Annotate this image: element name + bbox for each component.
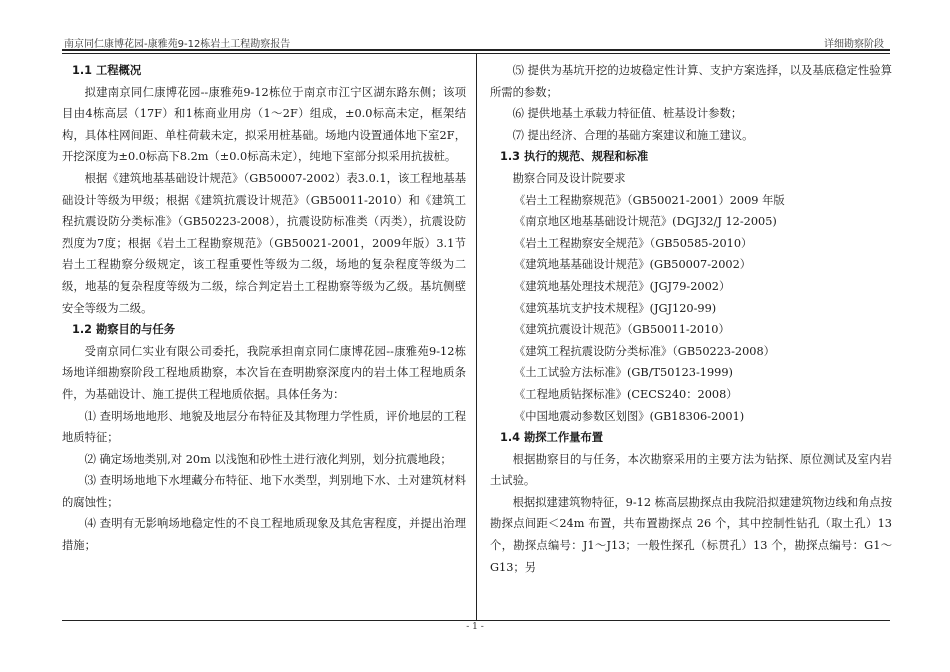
task-item-4: ⑷ 查明有无影响场地稳定性的不良工程地质现象及其危害程度，并提出治理措施； [62, 517, 466, 553]
section-1-2-heading: 1.2 勘察目的与任务 [72, 323, 176, 337]
standard-item: 《建筑工程抗震设防分类标准》（GB50223-2008） [514, 344, 775, 358]
task-item-6: ⑹ 提供地基土承载力特征值、桩基设计参数； [512, 107, 743, 121]
standard-item: 《中国地震动参数区划图》(GB18306-2001) [514, 409, 745, 423]
section-1-4-para-1: 根据勘察目的与任务，本次勘察采用的主要方法为钻探、原位测试及室内岩土试验。 [490, 452, 892, 488]
task-item-3: ⑶ 查明场地地下水埋藏分布特征、地下水类型，判别地下水、土对建筑材料的腐蚀性； [62, 474, 466, 509]
task-item-5: ⑸ 提供为基坑开挖的边坡稳定性计算、支护方案选择，以及基底稳定性验算所需的参数； [490, 64, 892, 99]
page-number: - 1 - [466, 622, 484, 632]
header-rule-thick [62, 49, 890, 51]
standard-item: 《建筑地基基础设计规范》(GB50007-2002） [514, 258, 752, 272]
standard-item: 《建筑地基处理技术规范》(JGJ79-2002） [514, 279, 731, 293]
column-divider [476, 54, 477, 620]
page-header [62, 32, 888, 50]
section-1-2-para-1: 受南京同仁实业有限公司委托，我院承担南京同仁康博花园--康雅苑9-12栋场地详细勘察阶段工程地质勘察，本次旨在查明勘察深度内的岩土体工程地质条件，为基础设计、施工提供工程地质依据。具体任务为： [62, 344, 466, 401]
section-1-3-heading: 1.3 执行的规范、规程和标准 [500, 150, 649, 164]
standard-item: 《南京地区地基基础设计规范》(DGJ32/J 12-2005) [514, 215, 777, 229]
left-column [62, 60, 466, 557]
standard-item: 《工程地质钻探标准》(CECS240：2008） [514, 387, 738, 401]
footer-rule [62, 620, 890, 621]
standard-item: 《岩土工程勘察规范》（GB50021-2001）2009 年版 [514, 193, 785, 207]
standard-item: 《岩土工程勘察安全规范》（GB50585-2010） [514, 236, 753, 250]
header-stage: 详细勘察阶段 [824, 39, 884, 50]
section-1-4-para-2: 根据拟建建筑物特征，9-12 栋高层勘探点由我院沿拟建建筑物边线和角点按勘探点间距＜24m 布置，共布置勘探点 26 个，其中控制性钻孔（取土孔）13 个，勘探点编号：J1～J13；一般性探孔（标贯孔）13 个，勘探点编号：G1～G13；另 [490, 495, 892, 574]
section-1-3-intro: 勘察合同及设计院要求 [512, 171, 626, 185]
standard-item: 《建筑基坑支护技术规程》(JGJ120-99) [514, 301, 717, 315]
section-1-4-heading: 1.4 勘探工作量布置 [500, 431, 604, 445]
task-item-2: ⑵ 确定场地类别,对 20m 以浅饱和砂性土进行液化判别，划分抗震地段； [84, 452, 452, 466]
right-column [490, 60, 892, 578]
section-1-1-para-2: 根据《建筑地基基础设计规范》（GB50007-2002）表3.0.1，该工程地基基础设计等级为甲级；根据《建筑抗震设计规范》（GB50011-2010）和《建筑工程抗震设防分类标准》（GB50223-2008），抗震设防标准类（丙类），抗震设防烈度为7度；根据《岩土工程勘察规范》（GB50021-2001，2009年版）3.1节岩土工程勘察分级规定，该工程重要性等级为二级，场地的复杂程度等级为二级，地基的复杂程度等级为二级，综合判定岩土工程勘察等级为乙级。基坑侧壁安全等级为二级。 [62, 171, 466, 315]
standard-item: 《土工试验方法标准》(GB/T50123-1999) [514, 366, 733, 380]
task-item-7: ⑺ 提出经济、合理的基础方案建议和施工建议。 [512, 128, 754, 142]
section-1-1-heading: 1.1 工程概况 [72, 64, 142, 77]
task-item-1: ⑴ 查明场地地形、地貌及地层分布特征及其物理力学性质，评价地层的工程地质特征； [62, 409, 466, 445]
standard-item: 《建筑抗震设计规范》（GB50011-2010） [514, 323, 730, 337]
header-title: 南京同仁康博花园-康雅苑9-12栋岩土工程勘察报告 [64, 39, 291, 50]
section-1-1-para-1: 拟建南京同仁康博花园--康雅苑9-12栋位于南京市江宁区湖东路东侧；该项目由4栋高层（17F）和1栋商业用房（1～2F）组成，±0.0标高未定，框架结构，具体柱网间距、单柱荷载未定，拟采用桩基础。场地内设置通体地下室2F，开挖深度为±0.0标高下8.2m（±0.0标高未定），纯地下室部分拟采用抗拔桩。 [62, 85, 466, 164]
